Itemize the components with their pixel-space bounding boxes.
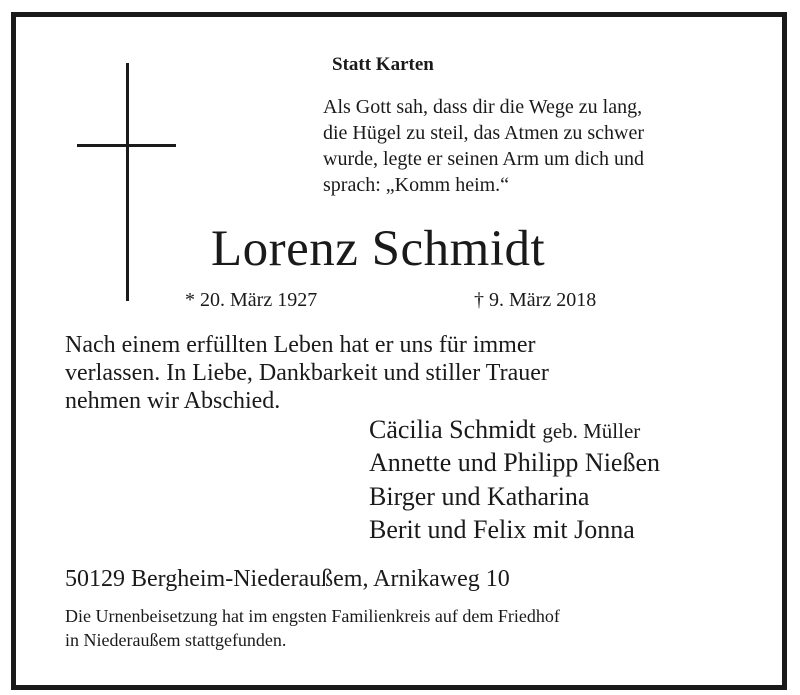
cross-icon-vertical bbox=[126, 63, 129, 301]
death-date: † 9. März 2018 bbox=[474, 289, 597, 311]
poem-line: Als Gott sah, dass dir die Wege zu lang, bbox=[323, 96, 643, 118]
heading: Statt Karten bbox=[332, 54, 434, 75]
note-line: in Niederaußem stattgefunden. bbox=[65, 630, 287, 650]
note-line: Die Urnenbeisetzung hat im engsten Familienkreis auf dem Friedhof bbox=[65, 606, 560, 626]
deceased-name: Lorenz Schmidt bbox=[211, 221, 546, 277]
poem-line: sprach: „Komm heim.“ bbox=[323, 174, 510, 196]
birth-date: * 20. März 1927 bbox=[185, 289, 318, 311]
obituary-frame bbox=[11, 12, 787, 690]
family-member-line: Birger und Katharina bbox=[369, 482, 590, 511]
cross-icon-horizontal bbox=[77, 144, 176, 147]
burial-note bbox=[65, 604, 560, 652]
address: 50129 Bergheim-Niederaußem, Arnikaweg 10 bbox=[65, 566, 510, 592]
family-member-line bbox=[369, 415, 640, 445]
family-member-line: Annette und Philipp Nießen bbox=[369, 448, 661, 477]
family-member-name: Cäcilia Schmidt bbox=[369, 415, 536, 444]
poem-line: wurde, legte er seinen Arm um dich und bbox=[323, 148, 645, 170]
message-line: Nach einem erfüllten Leben hat er uns für immer bbox=[65, 332, 536, 358]
family-member-maiden-name: geb. Müller bbox=[542, 419, 641, 443]
family-member-line: Berit und Felix mit Jonna bbox=[369, 515, 635, 544]
farewell-message bbox=[65, 331, 549, 415]
poem-line: die Hügel zu steil, das Atmen zu schwer bbox=[323, 122, 645, 144]
poem bbox=[323, 94, 644, 198]
message-line: nehmen wir Abschied. bbox=[65, 388, 281, 414]
message-line: verlassen. In Liebe, Dankbarkeit und stiller Trauer bbox=[65, 360, 549, 386]
